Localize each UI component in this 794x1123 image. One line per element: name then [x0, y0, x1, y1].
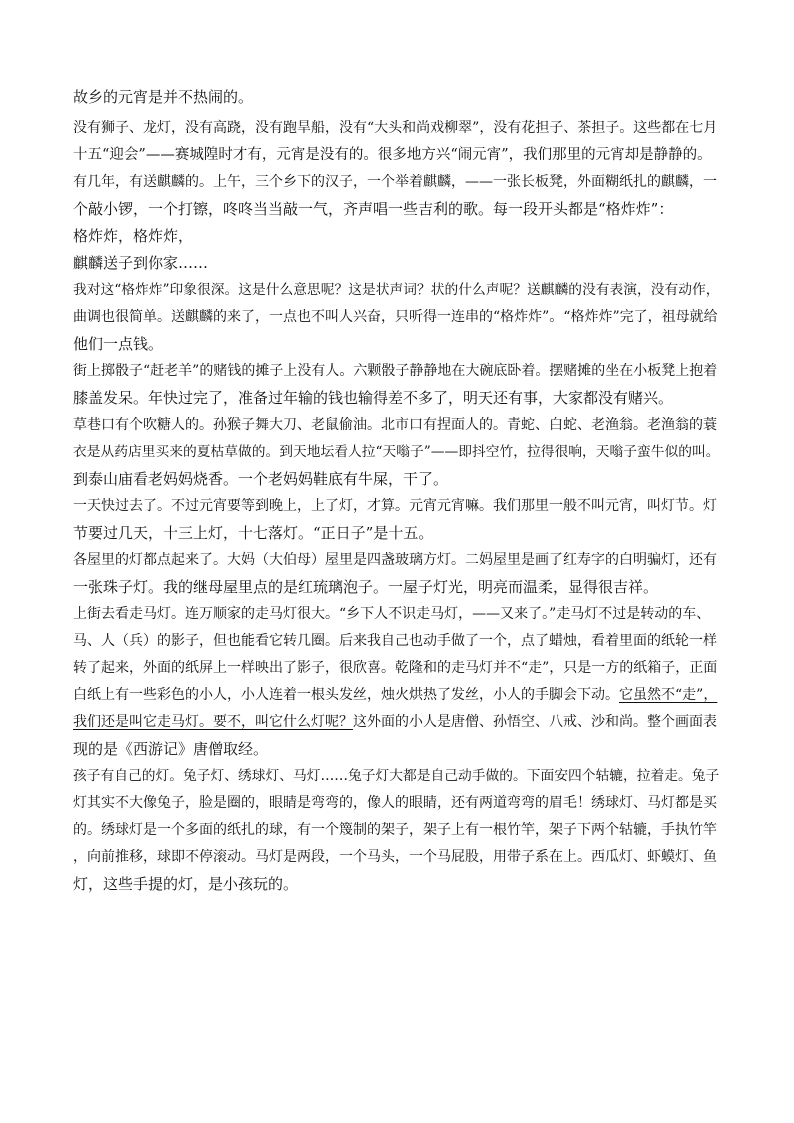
paragraph-line: 一天快过去了。不过元宵要等到晚上，上了灯，才算。元宵元宵嘛。我们那里一般不叫元宵，叫灯节。灯: [73, 498, 717, 514]
paragraph-line: 一张珠子灯。我的继母屋里点的是红琉璃泡子。一屋子灯光，明亮而温柔，显得很吉祥。: [73, 578, 659, 596]
paragraph-line: 他们一点钱。: [73, 335, 164, 353]
paragraph-line: 草巷口有个吹糖人的。孙猴子舞大刀、老鼠偷油。北市口有捏面人的。青蛇、白蛇、老渔翁。老渔翁的蓑: [73, 417, 717, 433]
paragraph-line: 有几年，有送麒麟的。上午，三个乡下的汉子，一个举着麒麟，——一张长板凳，外面糊纸扎的麒麟，一: [73, 174, 717, 190]
paragraph-line: 灯其实不大像兔子，脸是圈的，眼睛是弯弯的，像人的眼睛，还有两道弯弯的眉毛！绣球灯、马灯都是买: [73, 795, 717, 811]
paragraph-line: 没有狮子、龙灯，没有高跷，没有跑旱船，没有“大头和尚戏柳翠”，没有花担子、茶担子。这些都在七月: [73, 120, 718, 136]
paragraph-line: 到泰山庙看老妈妈烧香。一个老妈妈鞋底有牛屎，干了。: [73, 470, 449, 488]
line-text: 白纸上有一些彩色的小人，小人连着一根头发丝，烛火烘热了发丝，小人的手脚会下动。: [73, 687, 619, 703]
paragraph-line: 节要过几天，十三上灯，十七落灯。“正日子”是十五。: [73, 524, 434, 542]
paragraph-line: 的。绣球灯是一个多面的纸扎的球，有一个篾制的架子，架子上有一根竹竿，架子下两个轱辘，手执竹竿: [73, 822, 717, 838]
paragraph-line: ，向前推移，球即不停滚动。马灯是两段，一个马头，一个马屁股，用带子系在上。西瓜灯、虾蟆灯、鱼: [73, 849, 717, 865]
paragraph-line: 故乡的元宵是并不热闹的。: [73, 88, 254, 106]
paragraph-line: 个敲小锣，一个打镲，咚咚当当敲一气，齐声唱一些吉利的歌。每一段开头都是“格炸炸”：: [73, 200, 674, 218]
paragraph-line: 十五“迎会”——赛城隍时才有，元宵是没有的。很多地方兴“闹元宵”，我们那里的元宵却是静静的。: [73, 147, 712, 163]
paragraph-line: 各屋里的灯都点起来了。大妈（大伯母）屋里是四盏玻璃方灯。二妈屋里是画了红寿字的白明骗灯，还有: [73, 552, 717, 568]
underlined-text: 它虽然不“走”，: [619, 687, 718, 703]
paragraph-line: [73, 682, 721, 709]
paragraph-line: 现的是《西游记》唐僧取经。: [73, 740, 269, 758]
paragraph-line: 灯，这些手提的灯，是小孩玩的。: [73, 875, 299, 893]
underlined-text: 我们还是叫它走马灯。要不，叫它什么灯呢？: [73, 714, 353, 730]
paragraph-line: 格炸炸，格炸炸，: [73, 227, 194, 245]
paragraph-line: 我对这“格炸炸”印象很深。这是什么意思呢？这是状声词？状的什么声呢？送麒麟的没有表演，没有动作，: [73, 282, 720, 298]
document-body: [73, 84, 721, 898]
paragraph-line: [73, 709, 721, 736]
paragraph-line: 上街去看走马灯。连万顺家的走马灯很大。“乡下人不识走马灯，——又来了。”走马灯不过是转动的车、: [73, 606, 711, 622]
paragraph-line: 曲调也很简单。送麒麟的来了，一点也不叫人兴奋，只听得一连串的“格炸炸”。“格炸炸”完了，祖母就给: [73, 309, 718, 325]
line-text: 这外面的小人是唐僧、孙悟空、八戒、沙和尚。整个画面表: [353, 714, 717, 730]
paragraph-line: 膝盖发呆。年快过完了，准备过年输的钱也输得差不多了，明天还有事，大家都没有赌兴。: [73, 389, 674, 407]
paragraph-line: 马、人（兵）的影子，但也能看它转几圈。后来我自己也动手做了一个，点了蜡烛，看着里面的纸轮一样: [73, 633, 717, 649]
paragraph-line: 孩子有自己的灯。兔子灯、绣球灯、马灯……兔子灯大都是自己动手做的。下面安四个轱辘，拉着走。兔子: [73, 768, 720, 784]
paragraph-line: 街上掷骰子“赶老羊”的赌钱的摊子上没有人。六颗骰子静静地在大碗底卧着。摆赌摊的坐在小板凳上抱着: [73, 363, 718, 379]
paragraph-line: 转了起来，外面的纸屏上一样映出了影子，很欣喜。乾隆和的走马灯并不“走”，只是一方的纸箱子，正面: [73, 660, 718, 676]
paragraph-line: 麒麟送子到你家……: [73, 254, 209, 272]
paragraph-line: 衣是从药店里买来的夏枯草做的。到天地坛看人拉“天嗡子”——即抖空竹，拉得很响，天嗡子蛮牛似的叫。: [73, 444, 720, 460]
